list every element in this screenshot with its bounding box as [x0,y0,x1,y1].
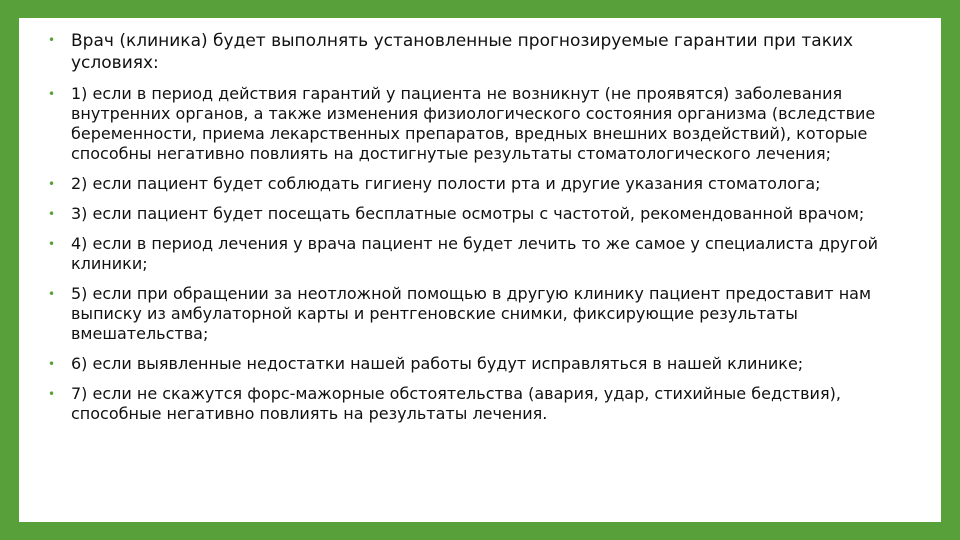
list-item-text: 7) если не скажутся форс-мажорные обстоятельства (авария, удар, стихийные бедствия), способные негативно повлиять на результаты лечения. [71,384,841,423]
list-item [48,204,928,224]
list-item-text: 4) если в период лечения у врача пациент не будет лечить то же самое у специалиста другой клиники; [71,234,879,273]
list-item [48,284,928,344]
bullet-icon: • [48,87,56,101]
list-item [48,84,928,164]
list-item [48,354,928,374]
bullet-icon: • [48,237,56,251]
bullet-icon: • [48,387,56,401]
bullet-icon: • [48,177,56,191]
bullet-icon: • [48,357,56,371]
list-item [48,30,928,74]
list-item [48,174,928,194]
list-item-text: 6) если выявленные недостатки нашей работы будут исправляться в нашей клинике; [71,354,804,373]
list-item-text: 1) если в период действия гарантий у пациента не возникнут (не проявятся) заболевания внутренних органов, а также изменения физиологического состояния организма (вследствие беременности, приема лекарственных препаратов, вредных внешних воздействий), которые способны негативно повлиять на достигнутые результаты стоматологического лечения; [71,84,876,163]
list-item [48,384,928,424]
list-item-text: 3) если пациент будет посещать бесплатные осмотры с частотой, рекомендованной врачом; [71,204,865,223]
slide-content [19,18,941,522]
conditions-list [48,30,928,434]
list-item-text: Врач (клиника) будет выполнять установленные прогнозируемые гарантии при таких условиях: [71,31,854,73]
bullet-icon: • [48,33,56,47]
list-item-text: 5) если при обращении за неотложной помощью в другую клинику пациент предоставит нам выписку из амбулаторной карты и рентгеновские снимки, фиксирующие результаты вмешательства; [71,284,872,343]
list-item [48,234,928,274]
bullet-icon: • [48,207,56,221]
bullet-icon: • [48,287,56,301]
list-item-text: 2) если пациент будет соблюдать гигиену полости рта и другие указания стоматолога; [71,174,821,193]
